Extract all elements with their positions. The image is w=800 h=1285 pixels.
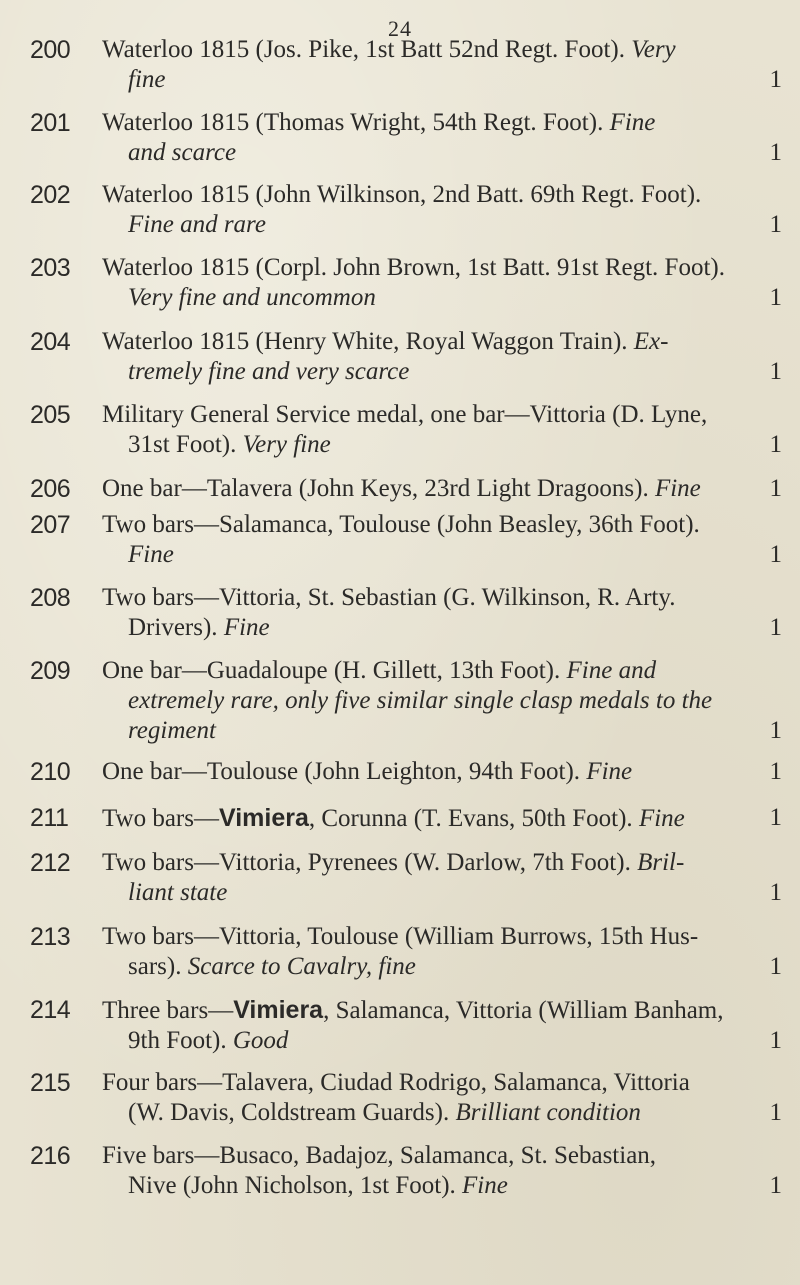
page-number: 24 <box>388 16 412 41</box>
lot-description: One bar—Toulouse (John Leighton, 94th Foot). <box>102 758 581 785</box>
lot-quantity: 1 <box>769 1027 782 1054</box>
lot-description: Two bars—Vittoria, Toulouse (William Burrows, 15th Hus- <box>102 923 699 950</box>
lot-number: 209 <box>30 657 71 685</box>
lot-quantity: 1 <box>769 139 782 166</box>
lot-condition: Fine <box>609 109 656 136</box>
lot-condition: fine <box>128 66 166 93</box>
lot-condition: extremely rare, only five similar single clasp medals to the <box>128 687 713 714</box>
lot-condition: Fine <box>586 758 633 785</box>
lot-quantity: 1 <box>769 879 782 906</box>
lot-number: 214 <box>30 996 71 1024</box>
lot-description: Waterloo 1815 (Corpl. John Brown, 1st Batt. 91st Regt. Foot). <box>102 254 725 281</box>
lot-description: Waterloo 1815 (Thomas Wright, 54th Regt. Foot). <box>102 109 604 136</box>
lot-description: One bar—Talavera (John Keys, 23rd Light Dragoons). <box>102 475 649 502</box>
lot-description: Waterloo 1815 (Jos. Pike, 1st Batt 52nd Regt. Foot). <box>102 36 625 63</box>
lot-quantity: 1 <box>769 1099 782 1126</box>
lot-description: , Salamanca, Vittoria (William Banham, <box>323 997 724 1024</box>
lot-quantity: 1 <box>769 66 782 93</box>
lot-quantity: 1 <box>769 717 782 744</box>
lot-description: Two bars—Salamanca, Toulouse (John Beasley, 36th Foot). <box>102 511 700 538</box>
lot-number: 202 <box>30 181 71 209</box>
lot-quantity: 1 <box>769 953 782 980</box>
lot-quantity: 1 <box>769 804 782 831</box>
lot-number: 205 <box>30 401 71 429</box>
lot-number: 200 <box>30 36 71 64</box>
lot-description: 31st Foot). <box>128 431 237 458</box>
lot-number: 207 <box>30 511 71 539</box>
lot-description: Two bars— <box>102 805 219 832</box>
lot-description: Four bars—Talavera, Ciudad Rodrigo, Salamanca, Vittoria <box>102 1069 690 1096</box>
lot-description: Military General Service medal, one bar—Vittoria (D. Lyne, <box>102 401 708 428</box>
lot-description: 9th Foot). <box>128 1027 227 1054</box>
lot-condition: Very fine <box>242 431 331 458</box>
lot-condition: Scarce to Cavalry, fine <box>187 953 416 980</box>
lot-condition: Fine <box>223 614 270 641</box>
lot-number: 210 <box>30 758 71 786</box>
lot-quantity: 1 <box>769 358 782 385</box>
lot-quantity: 1 <box>769 284 782 311</box>
lot-description: sars). <box>128 953 182 980</box>
lot-condition: tremely fine and very scarce <box>128 358 410 385</box>
lot-condition: Very <box>631 36 676 63</box>
lot-number: 204 <box>30 328 71 356</box>
lot-number: 208 <box>30 584 71 612</box>
lot-condition: regiment <box>128 717 216 744</box>
lot-condition: liant state <box>128 879 228 906</box>
lot-number: 201 <box>30 109 71 137</box>
lot-description: One bar—Guadaloupe (H. Gillett, 13th Foot). <box>102 657 561 684</box>
lot-description: Waterloo 1815 (John Wilkinson, 2nd Batt. 69th Regt. Foot). <box>102 181 702 208</box>
lot-condition: Ex- <box>633 328 669 355</box>
lot-description-bold: Vimiera <box>218 804 309 832</box>
lot-description: Drivers). <box>128 614 218 641</box>
lot-condition: and scarce <box>128 139 237 166</box>
lot-description: (W. Davis, Coldstream Guards). <box>128 1099 450 1126</box>
lot-quantity: 1 <box>769 758 782 785</box>
lot-number: 215 <box>30 1069 71 1097</box>
lot-condition: Fine <box>654 475 701 502</box>
lot-quantity: 1 <box>769 211 782 238</box>
lot-description: Waterloo 1815 (Henry White, Royal Waggon Train). <box>102 328 628 355</box>
lot-number: 211 <box>30 804 69 832</box>
lot-quantity: 1 <box>769 614 782 641</box>
lot-condition: Fine <box>462 1172 508 1199</box>
lot-condition: Bril- <box>637 849 685 876</box>
lot-condition: Fine and <box>566 657 657 684</box>
lot-number: 212 <box>30 849 71 877</box>
lot-condition: Good <box>232 1027 289 1054</box>
lot-condition: Fine and rare <box>128 211 266 238</box>
lot-condition: Fine <box>638 805 685 832</box>
lot-condition: Very fine and uncommon <box>128 284 376 311</box>
lot-description: Nive (John Nicholson, 1st Foot). <box>128 1172 456 1199</box>
lot-condition: Fine <box>128 541 174 568</box>
lot-description: Five bars—Busaco, Badajoz, Salamanca, St. Sebastian, <box>102 1142 657 1169</box>
lot-description-bold: Vimiera <box>233 996 324 1024</box>
lot-number: 206 <box>30 475 71 503</box>
lot-description: Three bars— <box>102 997 234 1024</box>
lot-quantity: 1 <box>769 431 782 458</box>
lot-quantity: 1 <box>769 475 782 502</box>
lot-condition: Brilliant condition <box>455 1099 641 1126</box>
lot-number: 216 <box>30 1142 71 1170</box>
lot-description: Two bars—Vittoria, St. Sebastian (G. Wilkinson, R. Arty. <box>102 584 676 611</box>
lot-number: 203 <box>30 254 71 282</box>
lot-description: Two bars—Vittoria, Pyrenees (W. Darlow, 7th Foot). <box>102 849 631 876</box>
lot-number: 213 <box>30 923 71 951</box>
lot-quantity: 1 <box>769 541 782 568</box>
lot-quantity: 1 <box>769 1172 782 1199</box>
lot-description: , Corunna (T. Evans, 50th Foot). <box>308 805 633 832</box>
